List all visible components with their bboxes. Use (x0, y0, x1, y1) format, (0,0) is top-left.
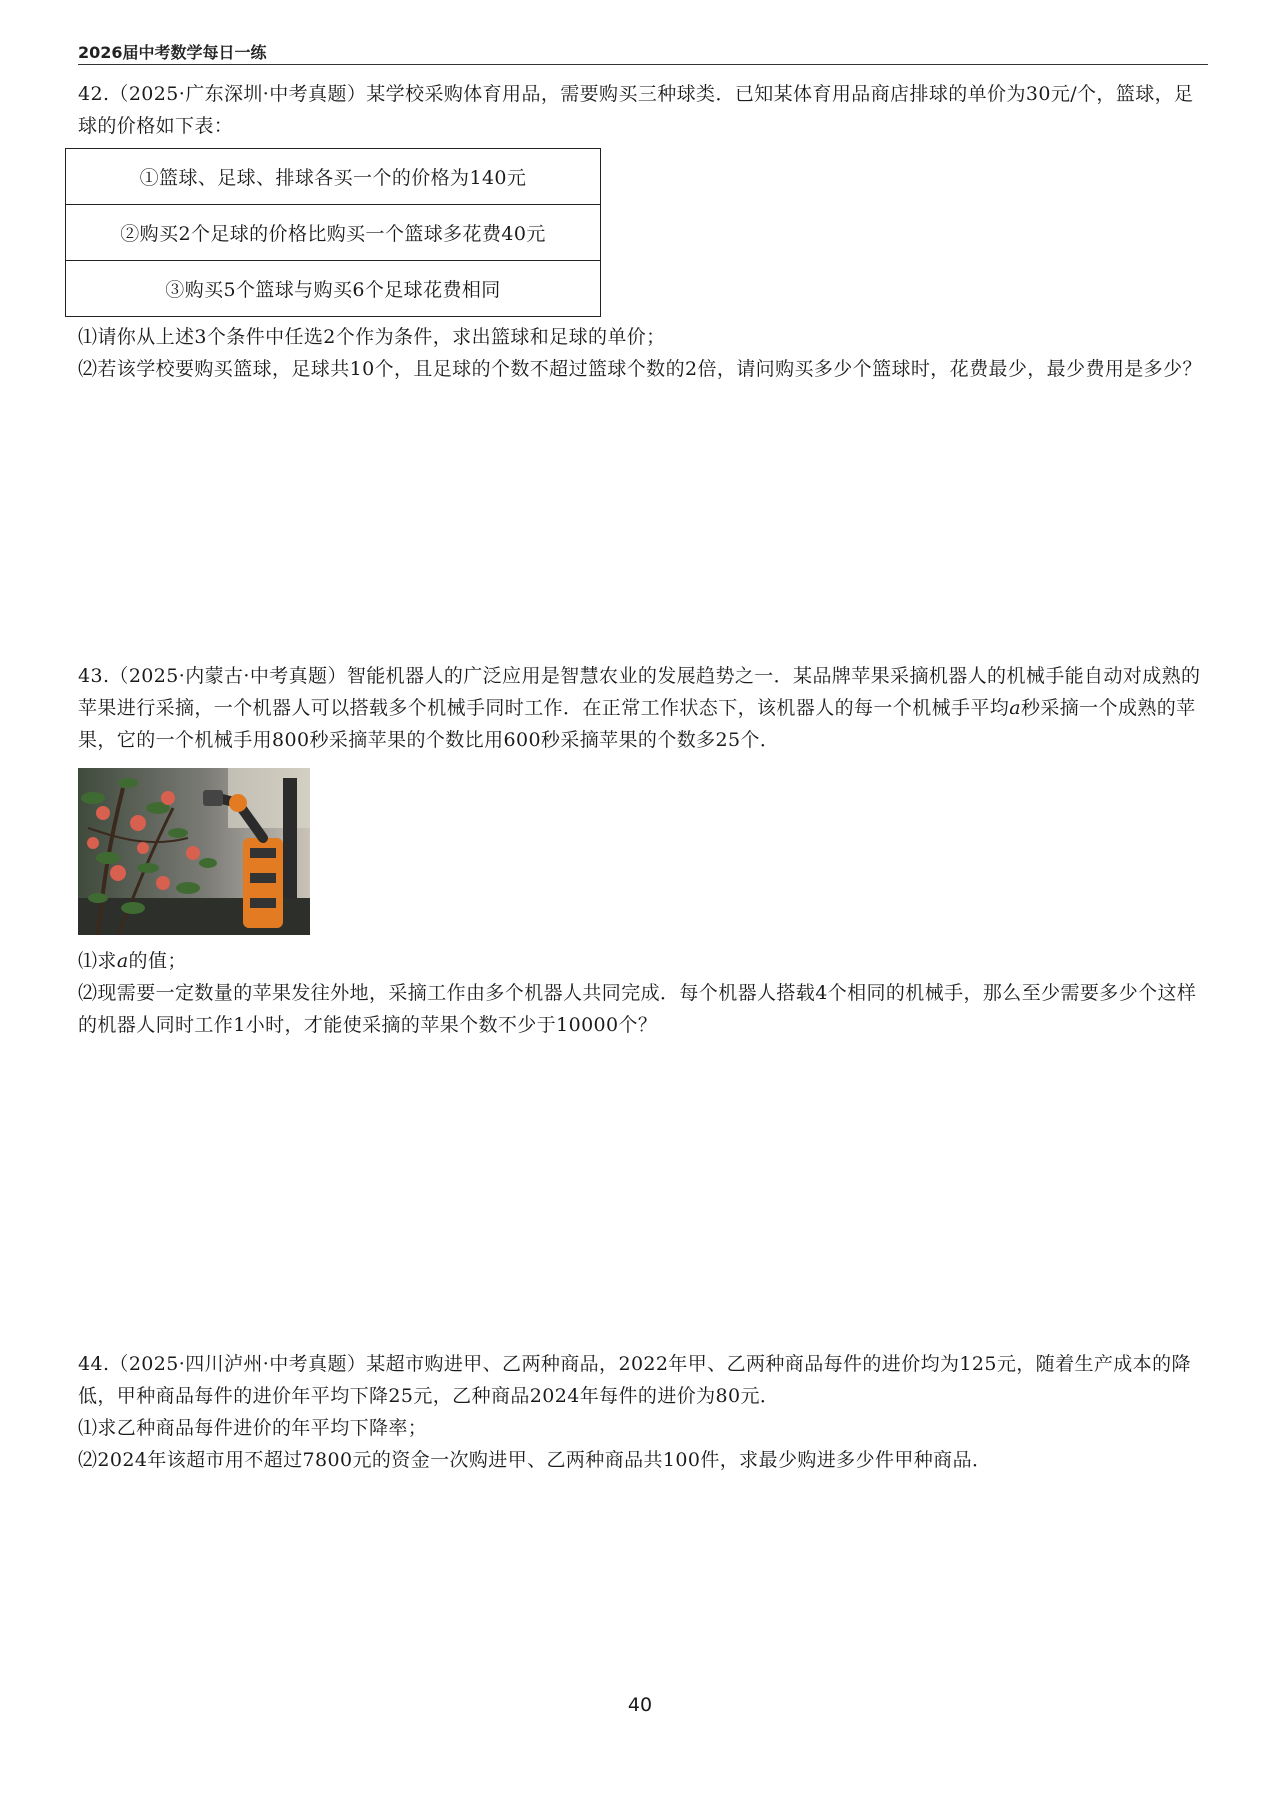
condition-3: ③购买5个篮球与购买6个足球花费相同 (66, 261, 601, 317)
problem-43 (78, 660, 1208, 1041)
problem-44-question-2: ⑵2024年该超市用不超过7800元的资金一次购进甲、乙两种商品共100件，求最少购进多少件甲种商品． (78, 1449, 992, 1471)
problem-43-q1-part-1: ⑴求 (78, 950, 117, 972)
header-divider (78, 64, 1208, 65)
condition-2: ②购买2个足球的价格比购买一个篮球多花费40元 (66, 205, 601, 261)
table-row (66, 205, 601, 261)
problem-43-q1-part-2: 的值； (128, 950, 187, 972)
problem-43-stem (78, 660, 1208, 756)
problem-44-question-1: ⑴求乙种商品每件进价的年平均下降率； (78, 1417, 428, 1439)
problem-43-question-1 (78, 945, 1208, 977)
problem-44-stem: 44.（2025·四川泸州·中考真题）某超市购进甲、乙两种商品，2022年甲、乙两种商品每件的进价均为125元，随着生产成本的降低，甲种商品每件的进价年平均下降25元，乙种商品2024年每件的进价为80元． (78, 1353, 1191, 1407)
conditions-table (65, 148, 601, 317)
condition-1: ①篮球、足球、排球各买一个的价格为140元 (66, 149, 601, 205)
table-row (66, 261, 601, 317)
variable-a: a (1009, 697, 1021, 719)
problem-44 (78, 1348, 1208, 1476)
problem-42-question-2: ⑵若该学校要购买篮球，足球共10个，且足球的个数不超过篮球个数的2倍，请问购买多少个篮球时，花费最少，最少费用是多少？ (78, 358, 1202, 380)
apple-picking-robot-photo (78, 768, 310, 935)
problem-42-stem: 42.（2025·广东深圳·中考真题）某学校采购体育用品，需要购买三种球类．已知某体育用品商店排球的单价为30元/个，篮球，足球的价格如下表： (78, 83, 1194, 137)
page-number: 40 (627, 1694, 653, 1716)
problem-43-question-2: ⑵现需要一定数量的苹果发往外地，采摘工作由多个机器人共同完成．每个机器人搭载4个相同的机械手，那么至少需要多少个这样的机器人同时工作1小时，才能使采摘的苹果个数不少于10000个？ (78, 982, 1197, 1036)
problem-43-stem-part-1: 43.（2025·内蒙古·中考真题）智能机器人的广泛应用是智慧农业的发展趋势之一．某品牌苹果采摘机器人的机械手能自动对成熟的苹果进行采摘，一个机器人可以搭载多个机械手同时工作．在正常工作状态下，该机器人的每一个机械手平均 (78, 665, 1201, 719)
table-row (66, 149, 601, 205)
problem-42 (78, 78, 1208, 385)
variable-a: a (116, 950, 129, 972)
problem-43-stem-part-2: 秒采摘一个成熟的苹果，它的一个机械手用800秒采摘苹果的个数比用600秒采摘苹果的个数多25个． (78, 697, 1196, 751)
problem-42-question-1: ⑴请你从上述3个条件中任选2个作为条件，求出篮球和足球的单价； (78, 326, 666, 348)
running-header: 2026届中考数学每日一练 (78, 43, 267, 62)
